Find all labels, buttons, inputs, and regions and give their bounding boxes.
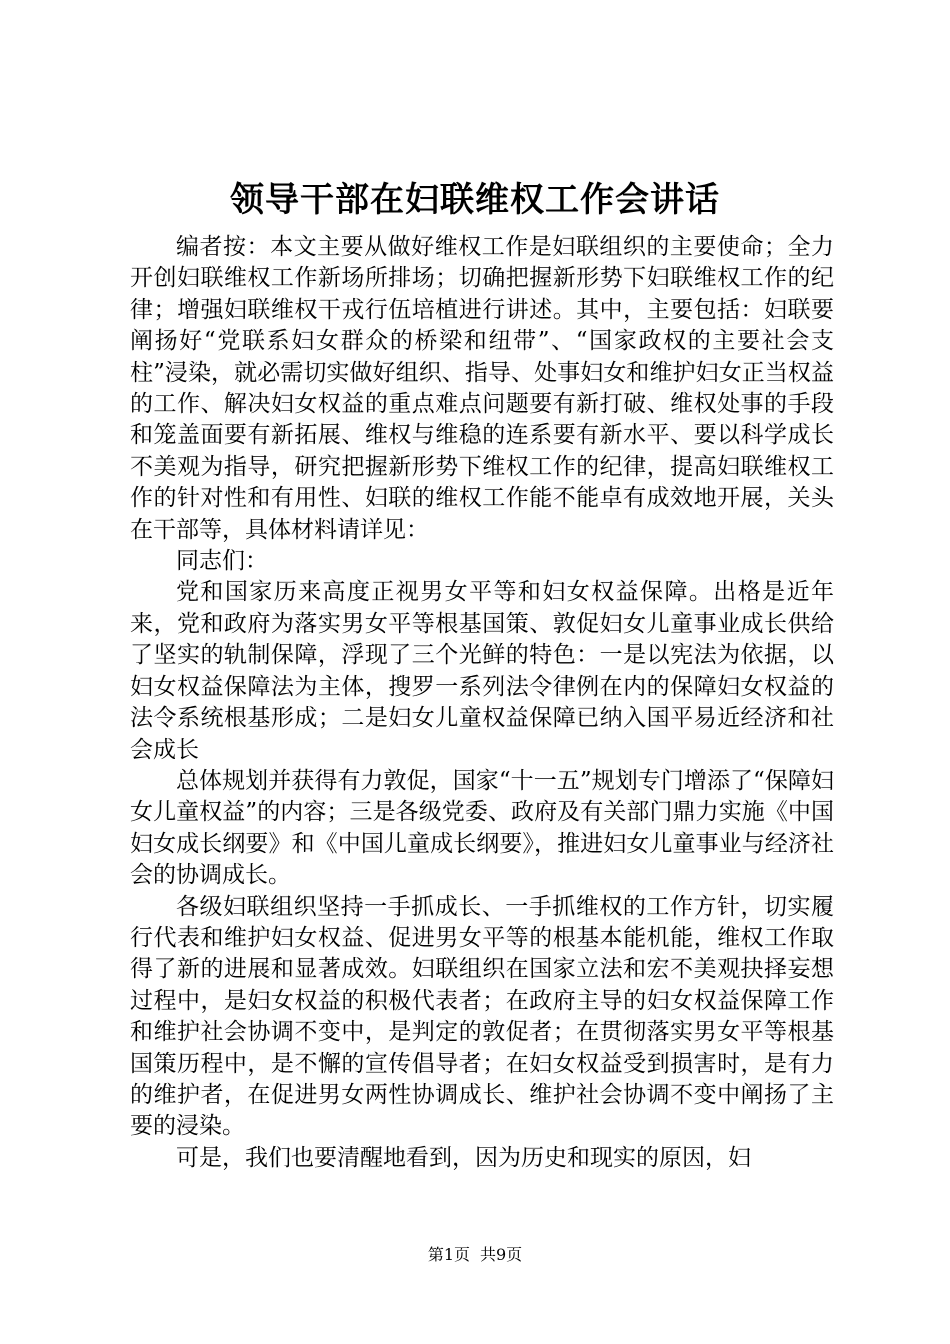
page-number-current: 第1页 xyxy=(427,1245,470,1264)
page-number-total: 共9页 xyxy=(480,1245,523,1264)
paragraph: 各级妇联组织坚持一手抓成长、一手抓维权的工作方针，切实履行代表和维护妇女权益、促进男女平等的根基本能机能，维权工作取得了新的进展和显著成效。妇联组织在国家立法和宏不美观抉择妄想过程中，是妇女权益的积极代表者；在政府主导的妇女权益保障工作和维护社会协调不变中，是判定的敦促者；在贯彻落实男女平等根基国策历程中，是不懈的宣传倡导者；在妇女权益受到损害时，是有力的维护者，在促进男女两性协调成长、维护社会协调不变中阐扬了主要的浸染。 xyxy=(130,893,834,1140)
document-title: 领导干部在妇联维权工作会讲话 xyxy=(230,180,720,220)
paragraph: 党和国家历来高度正视男女平等和妇女权益保障。出格是近年来，党和政府为落实男女平等根基国策、敦促妇女儿童事业成长供给了坚实的轨制保障，浮现了三个光鲜的特色：一是以宪法为依据，以妇女权益保障法为主体，搜罗一系列法令律例在内的保障妇女权益的法令系统根基形成；二是妇女儿童权益保障已纳入国平易近经济和社会成长 xyxy=(130,579,834,763)
paragraph-editor-note: 编者按：本文主要从做好维权工作是妇联组织的主要使命；全力开创妇联维权工作新场所排场；切确把握新形势下妇联维权工作的纪律；增强妇联维权干戎行伍培植进行讲述。其中，主要包括：妇联要阐扬好“党联系妇女群众的桥梁和纽带”、“国家政权的主要社会支柱”浸染，就必需切实做好组织、指导、处事妇女和维护妇女正当权益的工作、解决妇女权益的重点难点问题要有新打破、维权处事的手段和笼盖面要有新拓展、维权与维稳的连系要有新水平、要以科学成长不美观为指导，研究把握新形势下维权工作的纪律，提高妇联维权工作的针对性和有用性、妇联的维权工作能不能卓有成效地开展，关头在干部等，具体材料请详见： xyxy=(130,234,834,543)
page-footer xyxy=(0,1244,950,1266)
document-body xyxy=(130,232,834,1174)
paragraph-salutation: 同志们： xyxy=(176,548,268,575)
paragraph: 可是，我们也要清醒地看到，因为历史和现实的原因，妇 xyxy=(176,1144,751,1171)
paragraph: 总体规划并获得有力敦促，国家“十一五”规划专门增添了“保障妇女儿童权益”的内容；三是各级党委、政府及有关部门鼎力实施《中国妇女成长纲要》和《中国儿童成长纲要》，推进妇女儿童事业与经济社会的协调成长。 xyxy=(130,767,834,889)
